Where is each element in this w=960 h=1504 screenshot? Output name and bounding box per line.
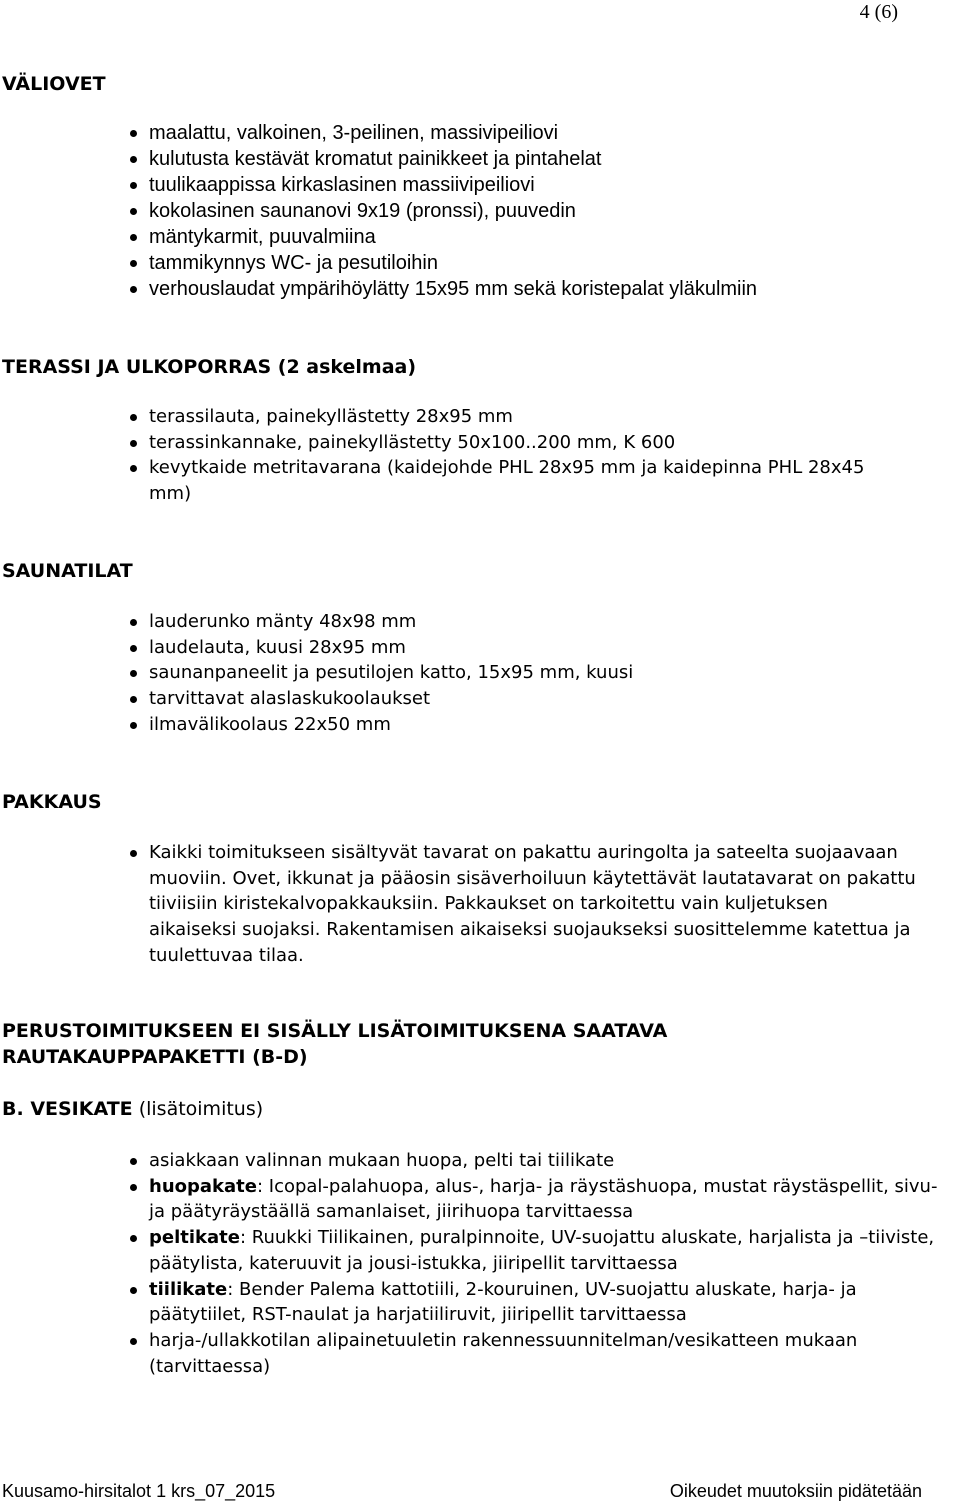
item-term: huopakate bbox=[149, 1175, 257, 1197]
vesikate-heading-note: (lisätoimitus) bbox=[132, 1098, 264, 1120]
saunatilat-list bbox=[128, 609, 908, 738]
list-item: ilmavälikoolaus 22x50 mm bbox=[128, 712, 908, 738]
list-item: terassinkannake, painekyllästetty 50x100..200 mm, K 600 bbox=[128, 430, 908, 456]
section-heading-pakkaus: PAKKAUS bbox=[2, 791, 102, 813]
valiovet-list bbox=[128, 120, 928, 302]
section-heading-perustoimitus: PERUSTOIMITUKSEEN EI SISÄLLY LISÄTOIMITUKSENA SAATAVA RAUTAKAUPPAPAKETTI (B-D) bbox=[2, 1020, 668, 1068]
list-item: kulutusta kestävät kromatut painikkeet ja pintahelat bbox=[128, 146, 928, 172]
list-item: tammikynnys WC- ja pesutiloihin bbox=[128, 250, 928, 276]
item-term: tiilikate bbox=[149, 1278, 228, 1300]
footer-right: Oikeudet muutoksiin pidätetään bbox=[669, 1481, 922, 1501]
list-item: maalattu, valkoinen, 3-peilinen, massivipeiliovi bbox=[128, 120, 928, 146]
list-item: kokolasinen saunanovi 9x19 (pronssi), puuvedin bbox=[128, 198, 928, 224]
list-item bbox=[128, 1277, 948, 1328]
list-item: tuulikaappissa kirkaslasinen massiivipeiliovi bbox=[128, 172, 928, 198]
list-item: kevytkaide metritavarana (kaidejohde PHL 28x95 mm ja kaidepinna PHL 28x45 mm) bbox=[128, 455, 908, 506]
list-item bbox=[128, 1328, 948, 1379]
list-item: laudelauta, kuusi 28x95 mm bbox=[128, 635, 908, 661]
list-item: Kaikki toimitukseen sisältyvät tavarat on pakattu auringolta ja sateelta suojaavaan muoviin. Ovet, ikkunat ja pääosin sisäverhoiluun käytettävät lautatavarat on pakattu tiiviisiin kiristekalvopakkauksiin. Pakkaukset on tarkoitettu vain kuljetuksen aikaiseksi suojaksi. Rakentamisen aikaiseksi suojaukseksi suosittelemme katettua ja tuulettuvaa tilaa. bbox=[128, 840, 918, 969]
section-heading-saunatilat: SAUNATILAT bbox=[2, 560, 133, 582]
section-heading-valiovet: VÄLIOVET bbox=[2, 73, 106, 95]
item-term: peltikate bbox=[149, 1227, 240, 1249]
section-heading-vesikate bbox=[2, 1096, 263, 1122]
vesikate-heading-bold: B. VESIKATE bbox=[2, 1098, 133, 1120]
list-item: saunanpaneelit ja pesutilojen katto, 15x95 mm, kuusi bbox=[128, 660, 908, 686]
list-item bbox=[128, 1174, 948, 1225]
list-item: verhouslaudat ympärihöylätty 15x95 mm sekä koristepalat yläkulmiin bbox=[128, 276, 928, 302]
item-text: asiakkaan valinnan mukaan huopa, pelti tai tiilikate bbox=[149, 1150, 615, 1171]
page-number: 4 (6) bbox=[859, 1, 898, 23]
item-text: : Bender Palema kattotiili, 2-kouruinen, UV-suojattu aluskate, harja- ja päätytiilet, RST-naulat ja harjatiiliruvit, jiiripellit tarvittaessa bbox=[149, 1278, 857, 1326]
list-item: lauderunko mänty 48x98 mm bbox=[128, 609, 908, 635]
item-text: : Icopal-palahuopa, alus-, harja- ja räystäshuopa, mustat räystäspellit, sivu- ja päätyräystäällä samanlaiset, jiirihuopa tarvittaessa bbox=[149, 1175, 938, 1223]
item-text: : Ruukki Tiilikainen, puralpinnoite, UV-suojattu aluskate, harjalista ja –tiiviste, päätylista, kateruuvit ja jousi-istukka, jiiripellit tarvittaessa bbox=[149, 1227, 935, 1274]
list-item: mäntykarmit, puuvalmiina bbox=[128, 224, 928, 250]
list-item: terassilauta, painekyllästetty 28x95 mm bbox=[128, 404, 908, 430]
section-heading-terassi: TERASSI JA ULKOPORRAS (2 askelmaa) bbox=[2, 356, 417, 378]
pakkaus-list bbox=[128, 840, 918, 969]
vesikate-list bbox=[128, 1148, 948, 1379]
list-item: tarvittavat alaslaskukoolaukset bbox=[128, 686, 908, 712]
terassi-list bbox=[128, 404, 908, 507]
list-item bbox=[128, 1148, 948, 1174]
footer-left: Kuusamo-hirsitalot 1 krs_07_2015 bbox=[2, 1481, 276, 1501]
item-text: harja-/ullakkotilan alipainetuuletin rakennessuunnitelman/vesikatteen mukaan (tarvittaessa) bbox=[149, 1329, 858, 1377]
list-item bbox=[128, 1225, 948, 1276]
